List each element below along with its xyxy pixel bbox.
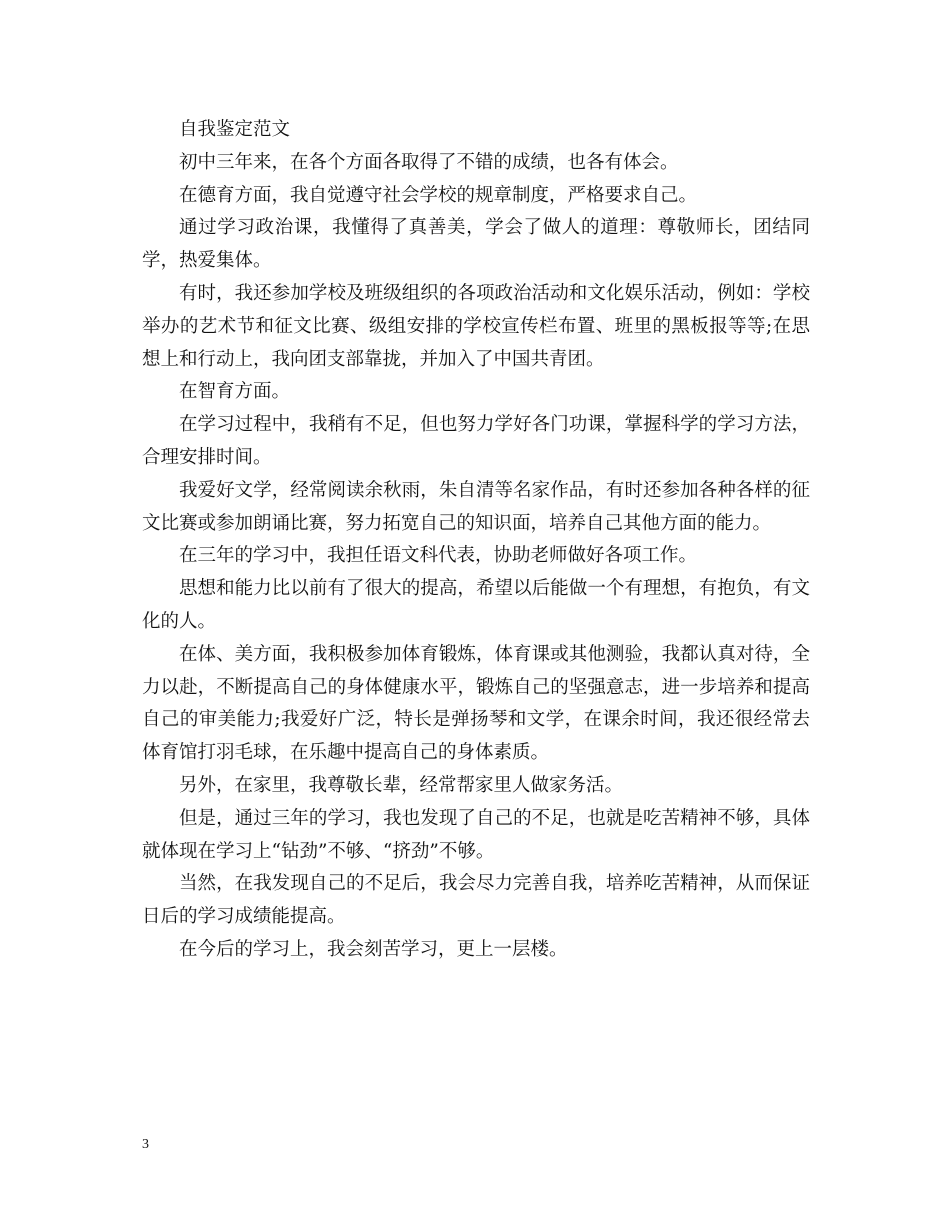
paragraph: 在今后的学习上，我会刻苦学习，更上一层楼。 — [179, 938, 568, 960]
paragraph: 思想和能力比以前有了很大的提高，希望以后能做一个有理想，有抱负，有文化的人。 — [142, 578, 810, 632]
paragraph: 在体、美方面，我积极参加体育锻炼，体育课或其他测验，我都认真对待，全力以赴，不断提高自己的身体健康水平，锻炼自己的坚强意志，进一步培养和提高自己的审美能力;我爱好广泛，特长是弹扬琴和文学，在课余时间，我还很经常去体育馆打羽毛球，在乐趣中提高自己的身体素质。 — [142, 643, 810, 764]
paragraph: 有时，我还参加学校及班级组织的各项政治活动和文化娱乐活动，例如：学校举办的艺术节和征文比赛、级组安排的学校宣传栏布置、班里的黑板报等等;在思想上和行动上，我向团支部靠拢，并加入了中国共青团。 — [142, 282, 810, 370]
document-body — [142, 114, 810, 967]
paragraph: 当然，在我发现自己的不足后，我会尽力完善自我，培养吃苦精神，从而保证日后的学习成绩能提高。 — [142, 873, 810, 928]
document-title: 自我鉴定范文 — [179, 119, 291, 140]
page-number: 3 — [142, 1137, 149, 1152]
paragraph: 在三年的学习中，我担任语文科代表，协助老师做好各项工作。 — [179, 545, 698, 567]
paragraph: 但是，通过三年的学习，我也发现了自己的不足，也就是吃苦精神不够，具体就体现在学习上“钻劲”不够、“挤劲”不够。 — [142, 807, 810, 862]
paragraph: 初中三年来，在各个方面各取得了不错的成绩，也各有体会。 — [179, 151, 679, 173]
paragraph: 通过学习政治课，我懂得了真善美，学会了做人的道理：尊敬师长，团结同学，热爱集体。 — [142, 217, 810, 272]
paragraph: 在德育方面，我自觉遵守社会学校的规章制度，严格要求自己。 — [179, 184, 698, 206]
paragraph: 在学习过程中，我稍有不足，但也努力学好各门功课，掌握科学的学习方法，合理安排时间。 — [142, 414, 810, 468]
paragraph: 另外，在家里，我尊敬长辈，经常帮家里人做家务活。 — [179, 774, 624, 796]
paragraph: 在智育方面。 — [179, 381, 291, 403]
paragraph: 我爱好文学，经常阅读余秋雨，朱自清等名家作品，有时还参加各种各样的征文比赛或参加朗诵比赛，努力拓宽自己的知识面，培养自己其他方面的能力。 — [142, 479, 810, 534]
